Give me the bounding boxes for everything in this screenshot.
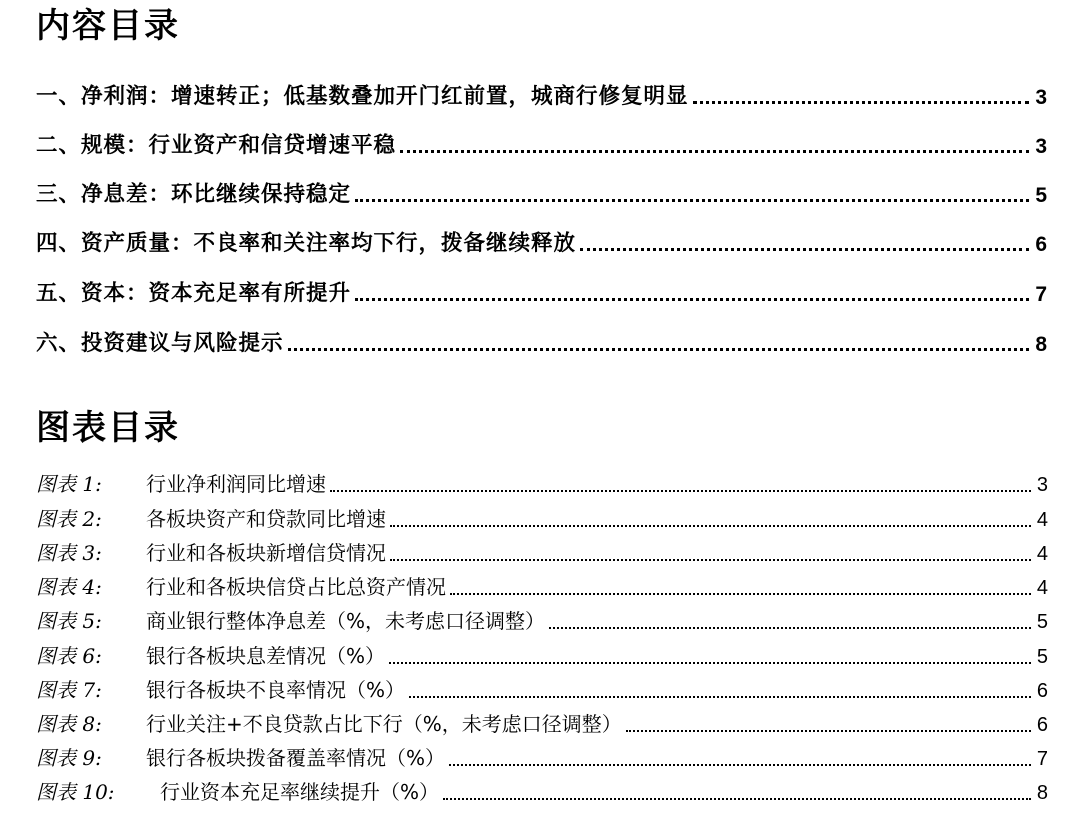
toc-entry-title: 六、投资建议与风险提示 [36,331,284,356]
toc-entry-title: 五、资本：资本充足率有所提升 [36,281,352,306]
dot-leader [580,247,1029,251]
dot-leader [549,626,1031,629]
figure-label: 图表 5: [36,609,102,633]
toc-entry-4[interactable] [36,227,1048,257]
figure-title: 银行各板块息差情况（%） [146,644,386,668]
dot-leader [330,489,1031,492]
toc-entry-page: 8 [1035,333,1048,356]
toc-heading: 内容目录 [36,6,180,46]
figure-title: 行业关注+不良贷款占比下行（%，未考虑口径调整） [146,712,622,736]
toc-entry-1[interactable] [36,80,1048,110]
toc-entry-title: 一、净利润：增速转正；低基数叠加开门红前置，城商行修复明显 [36,84,689,109]
figure-label: 图表 9: [36,746,102,770]
toc-entry-3[interactable] [36,178,1048,208]
dot-leader [288,347,1030,351]
figure-entry-1[interactable] [36,471,1048,497]
figures-heading: 图表目录 [36,408,180,448]
toc-entry-title: 二、规模：行业资产和信贷增速平稳 [36,133,397,158]
dot-leader [450,592,1031,595]
dot-leader [409,695,1031,698]
figure-label: 图表 2: [36,507,102,531]
figure-entry-6[interactable] [36,643,1048,669]
figure-page: 6 [1036,680,1048,702]
figure-entry-9[interactable] [36,745,1048,771]
dot-leader [693,100,1030,104]
figure-label: 图表 3: [36,541,102,565]
figure-title: 行业和各板块新增信贷情况 [146,541,386,565]
dot-leader [355,297,1029,301]
figure-page: 3 [1036,474,1048,496]
figure-page: 4 [1036,577,1048,599]
figure-entry-5[interactable] [36,608,1048,634]
figure-title: 行业净利润同比增速 [146,472,326,496]
figure-page: 4 [1036,543,1048,565]
figure-entry-2[interactable] [36,506,1048,532]
toc-entry-page: 5 [1035,184,1048,207]
toc-entry-2[interactable] [36,129,1048,159]
figure-title: 各板块资产和贷款同比增速 [146,507,386,531]
dot-leader [443,797,1031,800]
figure-entry-4[interactable] [36,574,1048,600]
figure-title: 行业资本充足率继续提升（%） [160,780,440,804]
figure-label: 图表 4: [36,575,102,599]
figure-entry-7[interactable] [36,677,1048,703]
toc-entry-page: 6 [1035,233,1048,256]
figure-title: 商业银行整体净息差（%，未考虑口径调整） [146,609,546,633]
figure-page: 7 [1036,748,1048,770]
figure-entry-3[interactable] [36,540,1048,566]
figure-entry-10[interactable] [36,779,1048,805]
dot-leader [355,198,1029,202]
figure-title: 银行各板块拨备覆盖率情况（%） [146,746,446,770]
figure-page: 5 [1036,611,1048,633]
dot-leader [449,763,1031,766]
figure-label: 图表 10: [36,780,115,804]
figure-page: 6 [1036,714,1048,736]
figure-entry-8[interactable] [36,711,1048,737]
toc-entry-6[interactable] [36,327,1048,357]
figure-title: 银行各板块不良率情况（%） [146,678,406,702]
toc-entry-page: 3 [1035,86,1048,109]
dot-leader [389,661,1031,664]
toc-entry-title: 四、资产质量：不良率和关注率均下行，拨备继续释放 [36,231,577,256]
figure-label: 图表 1: [36,472,102,496]
figure-page: 4 [1036,509,1048,531]
figure-label: 图表 7: [36,678,102,702]
figure-page: 5 [1036,646,1048,668]
dot-leader [626,729,1031,732]
toc-entry-5[interactable] [36,277,1048,307]
dot-leader [390,524,1031,527]
figure-title: 行业和各板块信贷占比总资产情况 [146,575,446,599]
dot-leader [400,149,1029,153]
toc-entry-page: 7 [1035,283,1048,306]
figure-page: 8 [1036,782,1048,804]
toc-entry-title: 三、净息差：环比继续保持稳定 [36,182,352,207]
toc-entry-page: 3 [1035,135,1048,158]
dot-leader [390,558,1031,561]
figure-label: 图表 6: [36,644,102,668]
figure-label: 图表 8: [36,712,102,736]
